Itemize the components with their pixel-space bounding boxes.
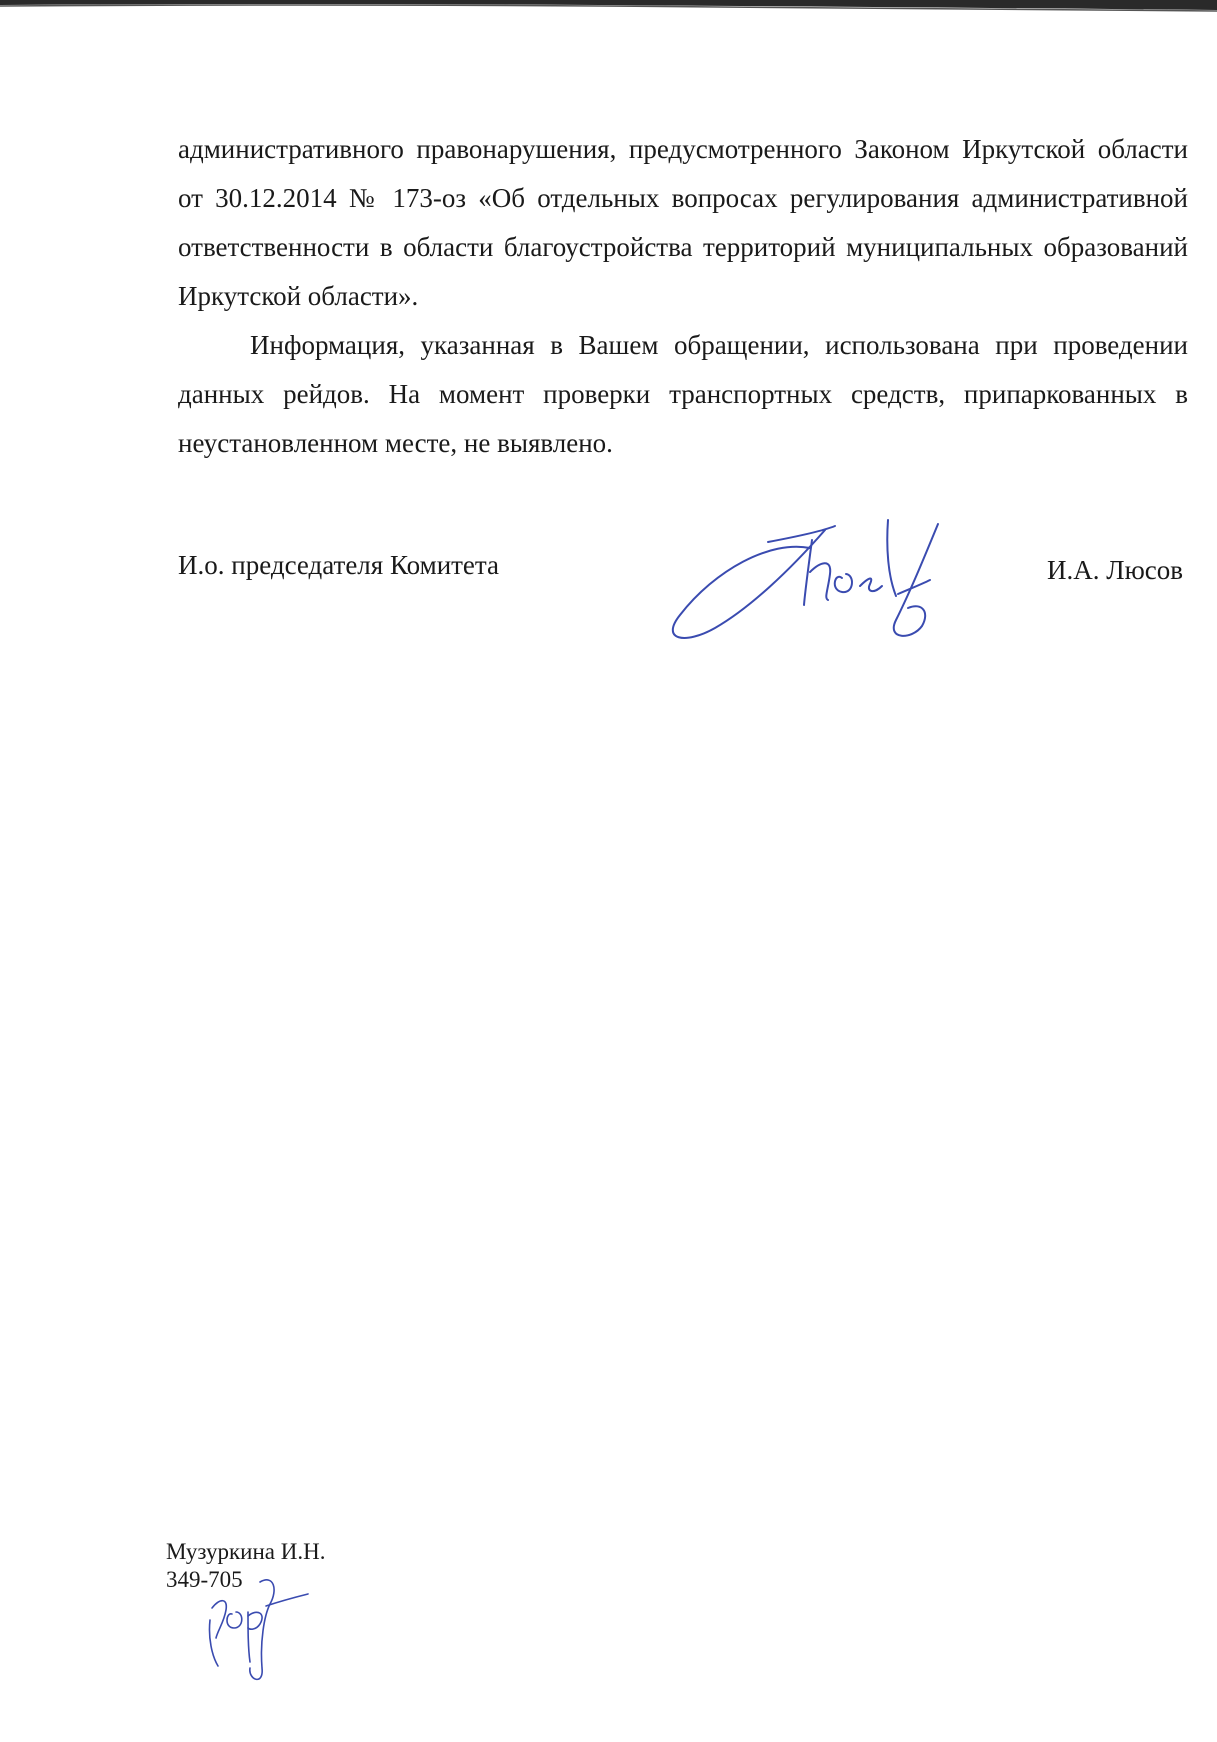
scan-top-edge xyxy=(0,0,1217,14)
position-title: И.о. председателя Комитета xyxy=(178,550,500,580)
letter-body xyxy=(178,125,1188,468)
handwritten-signature xyxy=(660,500,970,650)
executor-name: Музуркина И.Н. xyxy=(166,1539,326,1564)
signer-name: И.А. Люсов xyxy=(1047,555,1183,585)
paragraph-offense-law: административного правонарушения, предусмотренного Законом Иркутской области от 30.12.2014 № 173-оз «Об отдельных вопросах регулирования административной ответственности в области благоустройства территорий муниципальных образований Иркутской области». xyxy=(178,134,1188,311)
paragraph-raid-info: Информация, указанная в Вашем обращении, использована при проведении данных рейдов. На момент проверки транспортных средств, припаркованных в неустановленном месте, не выявлено. xyxy=(178,330,1188,458)
executor-phone: 349-705 xyxy=(166,1567,243,1592)
initials-signature xyxy=(204,1568,314,1688)
